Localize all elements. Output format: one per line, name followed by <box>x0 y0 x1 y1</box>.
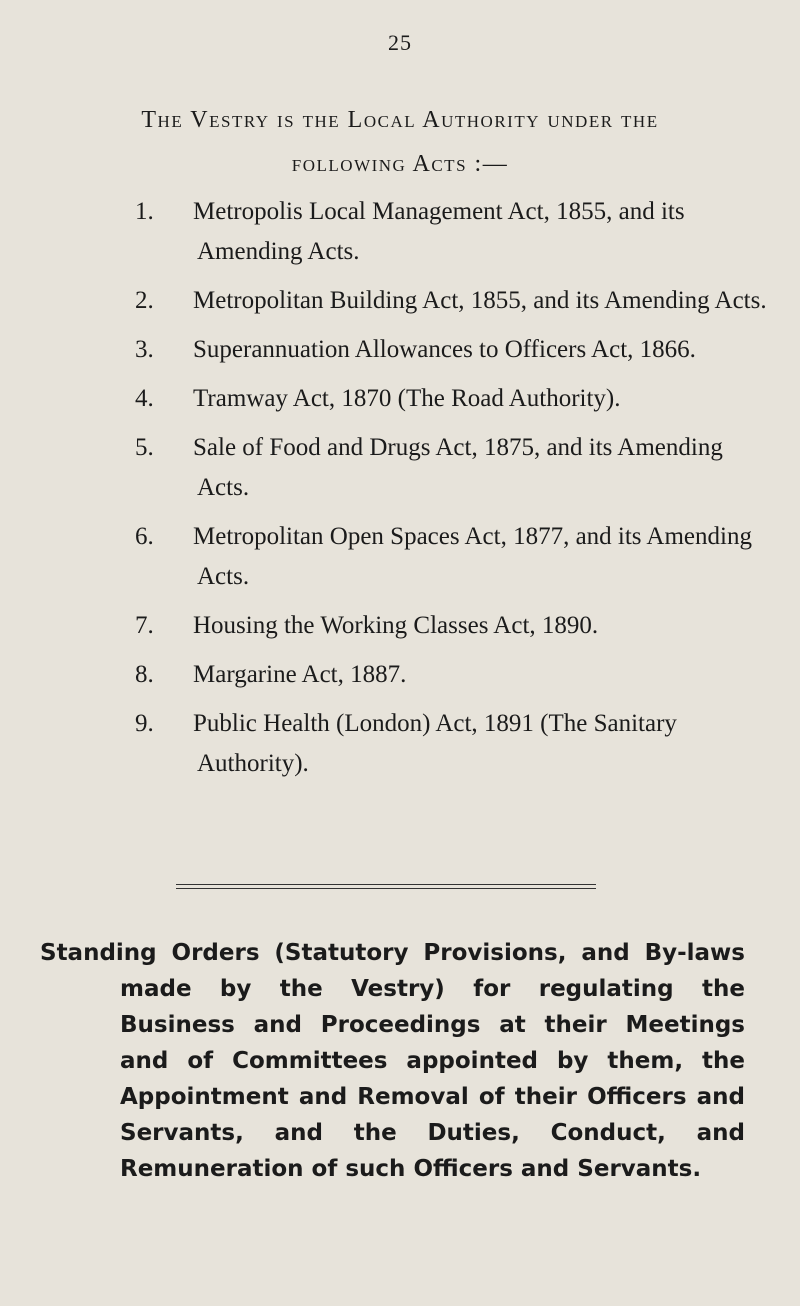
item-number: 7. <box>135 612 154 639</box>
item-number: 4. <box>135 385 154 412</box>
item-number: 8. <box>135 661 154 688</box>
list-item <box>135 192 775 272</box>
item-text: Metropolis Local Management Act, 1855, and its Amending Acts. <box>193 198 685 265</box>
list-item <box>135 428 775 508</box>
item-number: 2. <box>135 287 154 314</box>
item-number: 1. <box>135 198 154 225</box>
double-rule-divider <box>176 884 596 889</box>
item-number: 5. <box>135 434 154 461</box>
item-text: Tramway Act, 1870 (The Road Authority). <box>193 385 621 412</box>
list-item <box>135 379 775 419</box>
item-text: Sale of Food and Drugs Act, 1875, and its Amending Acts. <box>193 434 723 501</box>
list-item <box>135 330 775 370</box>
item-number: 6. <box>135 523 154 550</box>
item-text: Metropolitan Open Spaces Act, 1877, and its Amending Acts. <box>193 523 752 590</box>
heading-line-2: following Acts :— <box>291 151 509 177</box>
list-item <box>135 281 775 321</box>
item-text: Superannuation Allowances to Officers Act, 1866. <box>193 336 696 363</box>
section-heading <box>30 98 770 186</box>
list-item <box>135 606 775 646</box>
standing-orders-heading: Standing Orders (Statutory Provisions, and By-laws made by the Vestry) for regulating the Business and Proceedings at their Meetings and of Committees appointed by them, the Appointment and Removal of their Officers and Servants, and the Duties, Conduct, and Remuneration of such Officers and Servants. <box>40 940 745 1182</box>
item-number: 9. <box>135 710 154 737</box>
item-text: Metropolitan Building Act, 1855, and its Amending Acts. <box>193 287 767 314</box>
acts-list <box>135 192 775 793</box>
item-text: Housing the Working Classes Act, 1890. <box>193 612 599 639</box>
page-number: 25 <box>388 30 412 55</box>
item-number: 3. <box>135 336 154 363</box>
item-text: Margarine Act, 1887. <box>193 661 407 688</box>
heading-line-1: The Vestry is the Local Authority under the <box>141 107 659 133</box>
list-item <box>135 655 775 695</box>
list-item <box>135 704 775 784</box>
list-item <box>135 517 775 597</box>
item-text: Public Health (London) Act, 1891 (The Sanitary Authority). <box>193 710 677 777</box>
